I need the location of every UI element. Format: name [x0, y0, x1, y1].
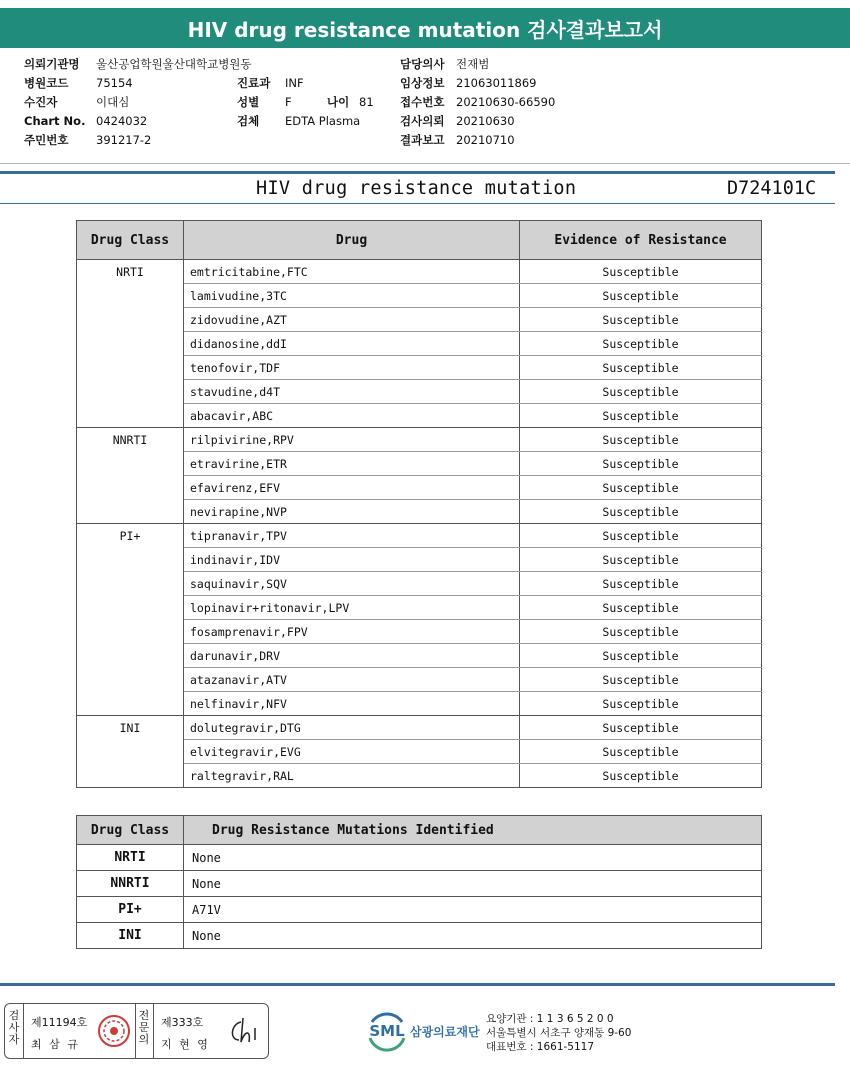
resistance-result-cell: Susceptible [520, 548, 762, 572]
report-header-title: HIV drug resistance mutation 검사결과보고서 [187, 17, 663, 42]
mutation-value-cell: None [184, 845, 762, 871]
resistance-result-cell: Susceptible [520, 668, 762, 692]
drug-name-cell: rilpivirine,RPV [184, 428, 520, 452]
handwritten-signature [225, 1014, 265, 1048]
drug-class-cell: PI+ [77, 524, 184, 716]
info-label: 수진자 [24, 95, 58, 109]
drug-name-cell: abacavir,ABC [184, 404, 520, 428]
resistance-result-cell: Susceptible [520, 596, 762, 620]
drug-name-cell: raltegravir,RAL [184, 764, 520, 788]
resistance-table-body [77, 260, 762, 788]
header-divider [0, 163, 850, 164]
resistance-result-cell: Susceptible [520, 524, 762, 548]
vertical-label-text: 검 사 자 [8, 1009, 20, 1046]
resistance-result-cell: Susceptible [520, 716, 762, 740]
sig-divider [135, 1004, 136, 1058]
resistance-result-cell: Susceptible [520, 740, 762, 764]
info-value: 이대심 [96, 95, 130, 109]
info-label: 접수번호 [400, 95, 445, 109]
col-header-drug-class: Drug Class [77, 221, 184, 260]
drug-name-cell: dolutegravir,DTG [184, 716, 520, 740]
col-header-evidence: Evidence of Resistance [520, 221, 762, 260]
drug-name-cell: fosamprenavir,FPV [184, 620, 520, 644]
footer-phone: 대표번호 : 1661-5117 [486, 1041, 595, 1053]
patient-info-left [24, 55, 252, 150]
info-value: 전재범 [456, 57, 490, 71]
inspector-license: 제11194호 [31, 1016, 88, 1029]
drug-name-cell: efavirenz,EFV [184, 476, 520, 500]
col-header-drug-class: Drug Class [77, 816, 184, 845]
mutation-value-cell: None [184, 923, 762, 949]
info-value: 20210630 [456, 114, 515, 128]
footer-divider [0, 983, 835, 986]
drug-name-cell: elvitegravir,EVG [184, 740, 520, 764]
resistance-result-cell: Susceptible [520, 380, 762, 404]
table-row [77, 260, 762, 284]
info-label: 담당의사 [400, 57, 445, 71]
info-value: 20210710 [456, 133, 515, 147]
drug-class-cell: NRTI [77, 845, 184, 871]
report-title: HIV drug resistance mutation [256, 178, 577, 199]
dept-label: 진료과 [237, 76, 271, 90]
sex-value: F [285, 95, 292, 109]
patient-info-mid [237, 74, 374, 131]
drug-name-cell: nevirapine,NVP [184, 500, 520, 524]
resistance-result-cell: Susceptible [520, 308, 762, 332]
info-label: 검사의뢰 [400, 114, 445, 128]
drug-name-cell: darunavir,DRV [184, 644, 520, 668]
info-label: Chart No. [24, 114, 86, 128]
resistance-result-cell: Susceptible [520, 452, 762, 476]
drug-class-cell: INI [77, 716, 184, 788]
info-value: 391217-2 [96, 133, 152, 147]
drug-name-cell: atazanavir,ATV [184, 668, 520, 692]
table-row [77, 897, 762, 923]
resistance-table [76, 220, 762, 788]
footer-institution-code: 요양기관 : 1 1 3 6 5 2 0 0 [486, 1013, 614, 1025]
resistance-result-cell: Susceptible [520, 620, 762, 644]
inspector-name: 최 삼 규 [31, 1038, 80, 1051]
resistance-result-cell: Susceptible [520, 404, 762, 428]
resistance-result-cell: Susceptible [520, 764, 762, 788]
drug-name-cell: zidovudine,AZT [184, 308, 520, 332]
mutation-value-cell: None [184, 871, 762, 897]
sig-divider [153, 1004, 154, 1058]
resistance-result-cell: Susceptible [520, 332, 762, 356]
drug-class-cell: PI+ [77, 897, 184, 923]
resistance-result-cell: Susceptible [520, 260, 762, 284]
drug-class-cell: NRTI [77, 260, 184, 428]
drug-class-cell: NNRTI [77, 871, 184, 897]
specialist-license: 제333호 [161, 1016, 204, 1029]
info-label: 의뢰기관명 [24, 57, 80, 71]
info-value: 0424032 [96, 114, 148, 128]
resistance-result-cell: Susceptible [520, 476, 762, 500]
signature-box [4, 1003, 269, 1059]
drug-name-cell: emtricitabine,FTC [184, 260, 520, 284]
drug-name-cell: tenofovir,TDF [184, 356, 520, 380]
table-row [77, 524, 762, 548]
section-divider-top [0, 171, 835, 174]
info-value: 울산공업학원울산대학교병원동 [96, 57, 252, 71]
info-label: 결과보고 [400, 133, 445, 147]
drug-name-cell: lamivudine,3TC [184, 284, 520, 308]
sml-logo-text: SML [369, 1022, 405, 1040]
info-label: 임상정보 [400, 76, 445, 90]
inspector-label [7, 1010, 21, 1046]
specialist-label [137, 1010, 151, 1046]
drug-name-cell: saquinavir,SQV [184, 572, 520, 596]
report-header-band [0, 8, 850, 48]
mutation-value-cell: A71V [184, 897, 762, 923]
table-row [77, 716, 762, 740]
resistance-result-cell: Susceptible [520, 284, 762, 308]
info-value: 75154 [96, 76, 133, 90]
table-row [77, 923, 762, 949]
drug-class-cell: NNRTI [77, 428, 184, 524]
resistance-result-cell: Susceptible [520, 692, 762, 716]
age-label: 나이 [327, 95, 350, 109]
sml-org-name: 삼광의료재단 [410, 1025, 480, 1039]
resistance-result-cell: Susceptible [520, 356, 762, 380]
drug-name-cell: stavudine,d4T [184, 380, 520, 404]
specimen-label: 검체 [237, 114, 260, 128]
resistance-result-cell: Susceptible [520, 644, 762, 668]
patient-info-right [400, 55, 555, 150]
dept-value: INF [285, 76, 304, 90]
title-underline [0, 203, 835, 204]
resistance-result-cell: Susceptible [520, 428, 762, 452]
info-label: 병원코드 [24, 76, 69, 90]
drug-name-cell: lopinavir+ritonavir,LPV [184, 596, 520, 620]
vertical-label-text: 전 문 의 [138, 1009, 150, 1046]
drug-name-cell: etravirine,ETR [184, 452, 520, 476]
resistance-result-cell: Susceptible [520, 500, 762, 524]
col-header-drug: Drug [184, 221, 520, 260]
specimen-value: EDTA Plasma [285, 114, 361, 128]
sml-logo-icon [364, 1010, 410, 1052]
col-header-mutations: Drug Resistance Mutations Identified [184, 816, 762, 845]
drug-name-cell: tipranavir,TPV [184, 524, 520, 548]
footer-address: 서울특별시 서초구 양재동 9-60 [486, 1027, 632, 1039]
age-value: 81 [359, 95, 374, 109]
report-code: D724101C [727, 178, 817, 199]
info-label: 주민번호 [24, 133, 69, 147]
drug-name-cell: didanosine,ddI [184, 332, 520, 356]
drug-name-cell: nelfinavir,NFV [184, 692, 520, 716]
specialist-name: 지 현 영 [161, 1038, 210, 1051]
info-value: 20210630-66590 [456, 95, 556, 109]
sex-label: 성별 [237, 95, 260, 109]
table-row [77, 871, 762, 897]
drug-class-cell: INI [77, 923, 184, 949]
resistance-result-cell: Susceptible [520, 572, 762, 596]
drug-name-cell: indinavir,IDV [184, 548, 520, 572]
info-value: 21063011869 [456, 76, 537, 90]
mutation-table [76, 815, 762, 949]
red-seal-stamp [97, 1014, 131, 1048]
table-row [77, 428, 762, 452]
mutation-table-body [77, 845, 762, 949]
table-row [77, 845, 762, 871]
sig-divider [23, 1004, 24, 1058]
